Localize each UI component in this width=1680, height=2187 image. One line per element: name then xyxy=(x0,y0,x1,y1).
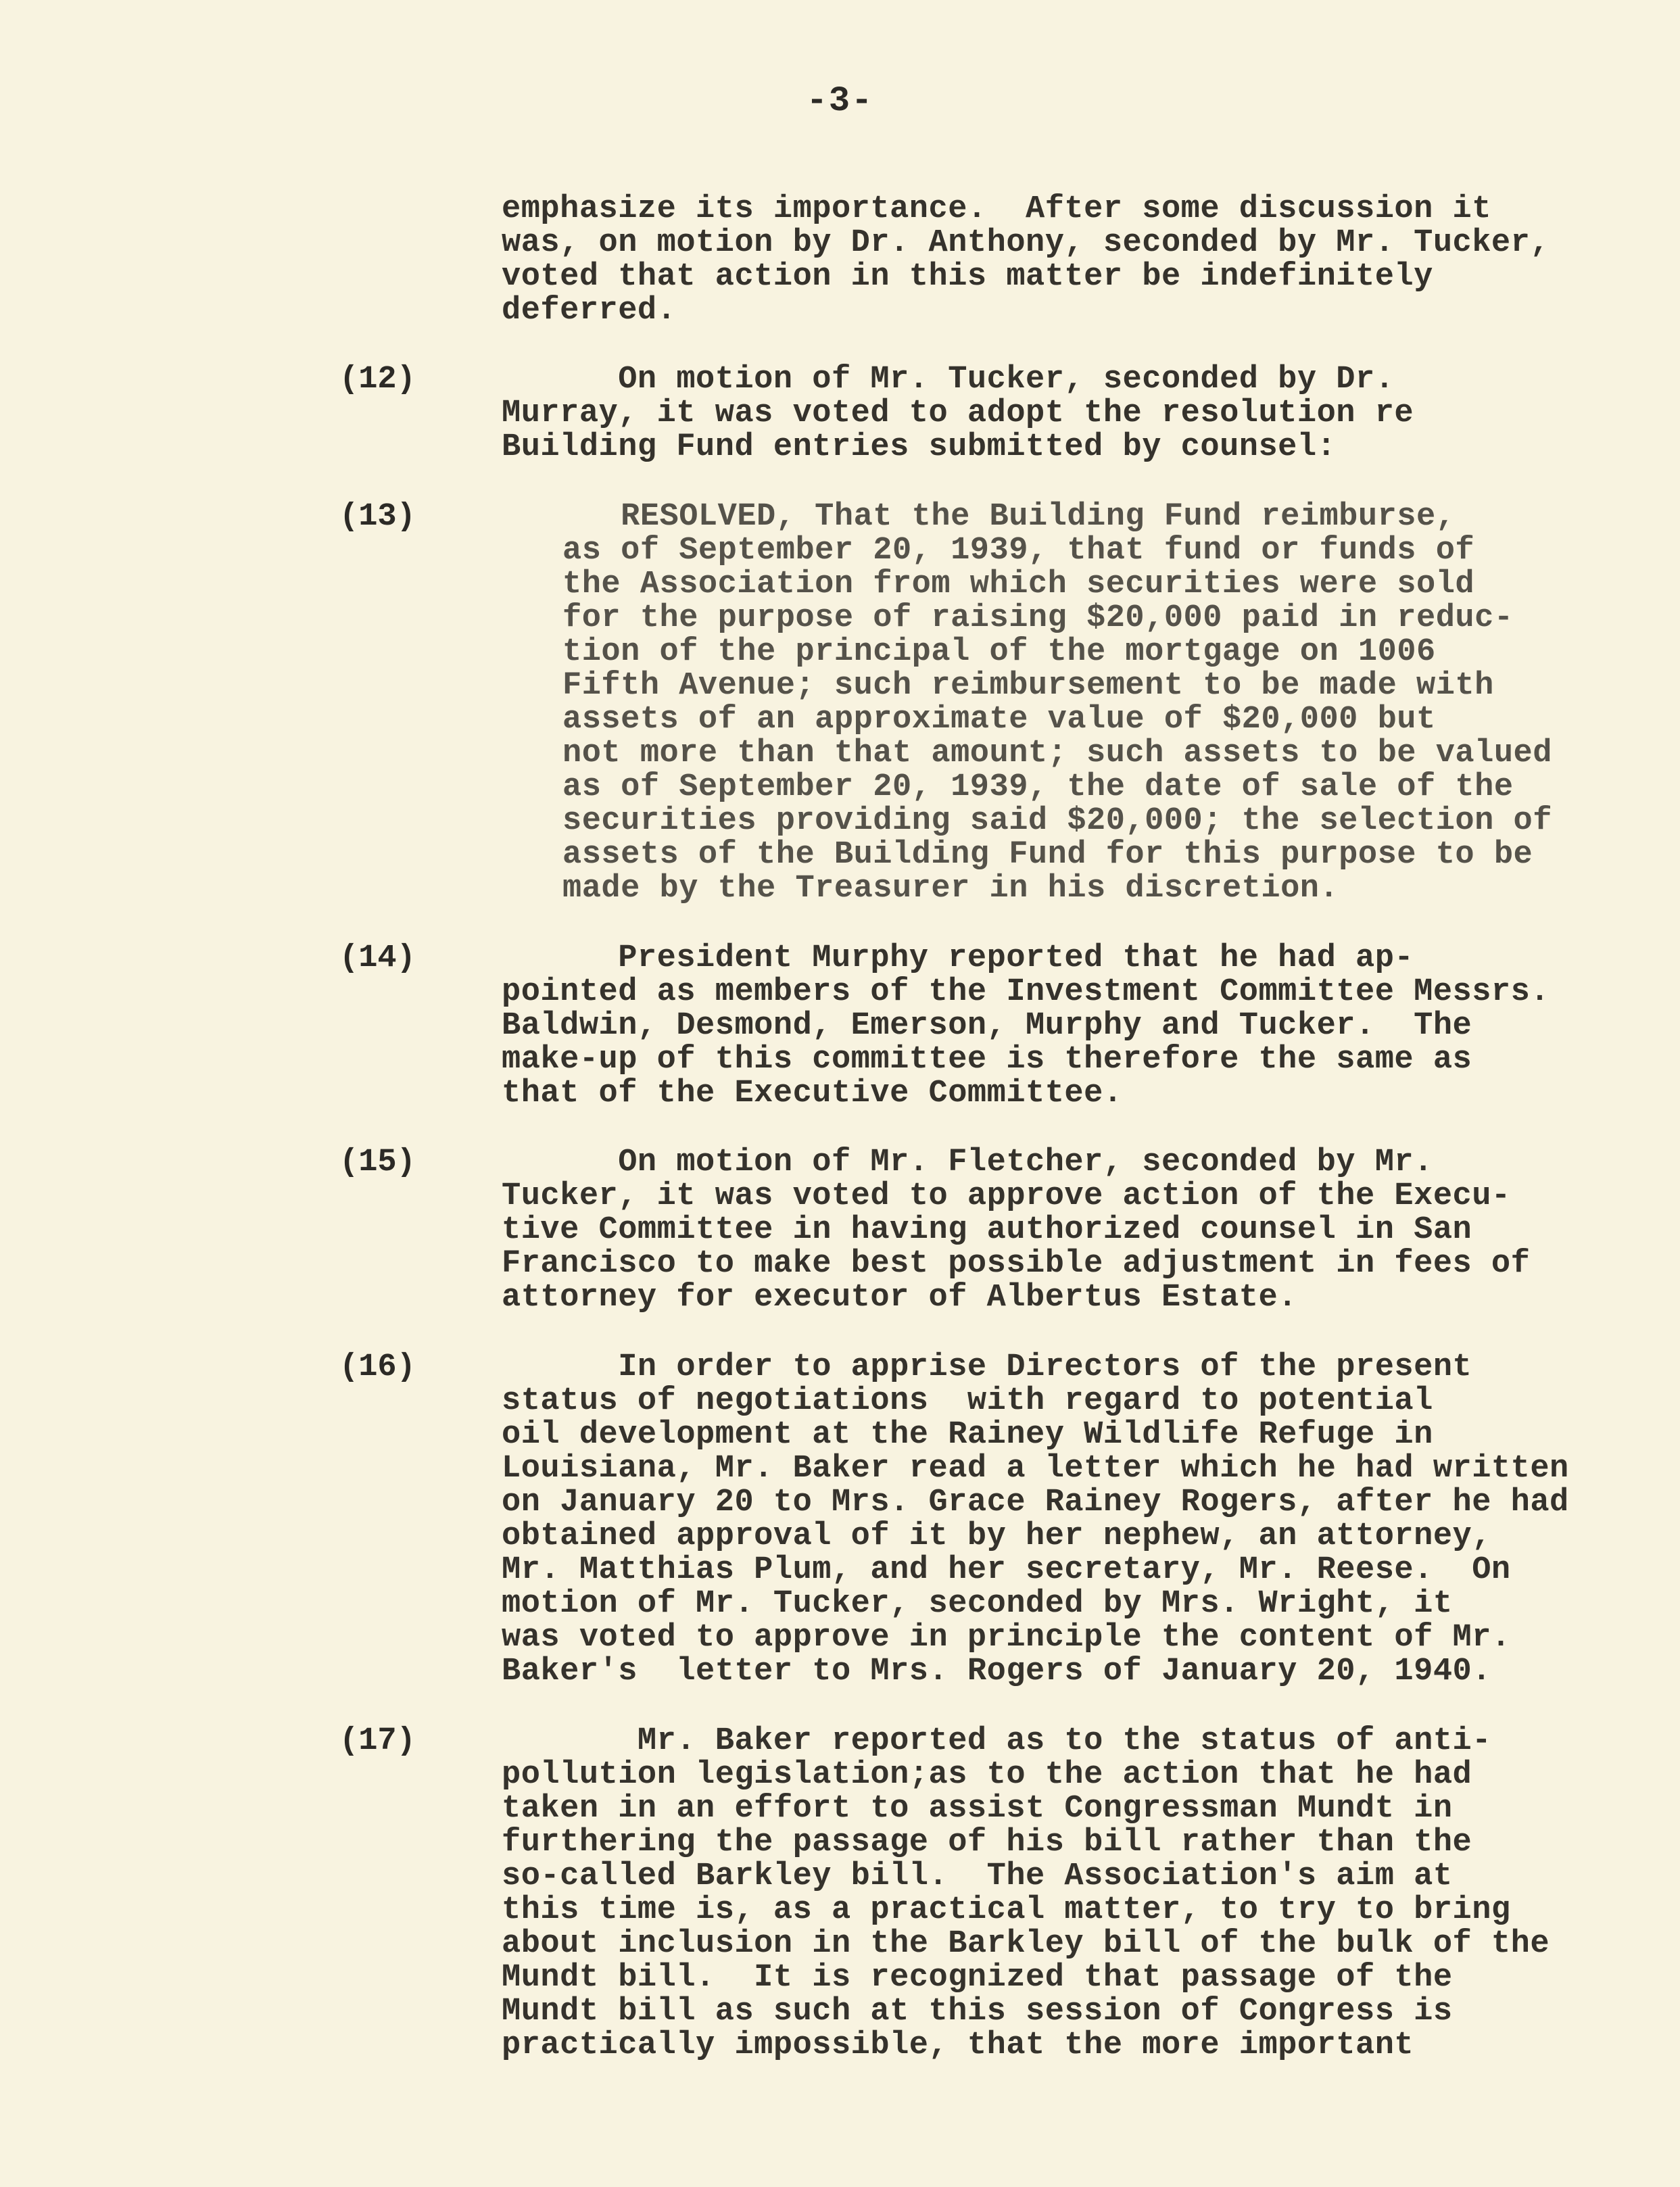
item-line: this time is, as a practical matter, to try to bring xyxy=(502,1892,1511,1928)
item-line: make-up of this committee is therefore the same as xyxy=(502,1042,1472,1078)
item-number: (15) xyxy=(339,1145,416,1180)
item-line: attorney for executor of Albertus Estate. xyxy=(502,1280,1297,1316)
item-line: made by the Treasurer in his discretion. xyxy=(562,871,1339,907)
item-number: (13) xyxy=(339,499,416,535)
item-line: assets of the Building Fund for this purpose to be xyxy=(562,837,1533,873)
item-line: obtained approval of it by her nephew, an attorney, xyxy=(502,1518,1491,1554)
item-line: Tucker, it was voted to approve action of the Execu- xyxy=(502,1178,1511,1214)
item-line: Fifth Avenue; such reimbursement to be made with xyxy=(562,668,1494,704)
item-line: pollution legislation;as to the action that he had xyxy=(502,1757,1472,1793)
item-line: tive Committee in having authorized counsel in San xyxy=(502,1212,1472,1248)
item-line: Murray, it was voted to adopt the resolution re xyxy=(502,395,1414,431)
item-line: Mundt bill as such at this session of Congress is xyxy=(502,1994,1453,2029)
item-line: Louisiana, Mr. Baker read a letter which he had written xyxy=(502,1451,1569,1487)
item-number: (14) xyxy=(339,940,416,976)
item-line: oil development at the Rainey Wildlife Refuge in xyxy=(502,1417,1433,1453)
item-line: was voted to approve in principle the content of Mr. xyxy=(502,1620,1511,1656)
item-number: (16) xyxy=(339,1349,416,1385)
item-line: tion of the principal of the mortgage on 1006 xyxy=(562,634,1436,670)
item-line: as of September 20, 1939, that fund or funds of xyxy=(562,533,1475,569)
item-line: as of September 20, 1939, the date of sale of the xyxy=(562,769,1514,805)
item-line: motion of Mr. Tucker, seconded by Mrs. Wright, it xyxy=(502,1586,1453,1622)
item-line: In order to apprise Directors of the present xyxy=(502,1349,1472,1385)
item-number: (12) xyxy=(339,362,416,398)
item-line: On motion of Mr. Tucker, seconded by Dr. xyxy=(502,362,1395,398)
intro-line: deferred. xyxy=(502,293,677,329)
item-line: on January 20 to Mrs. Grace Rainey Rogers, after he had xyxy=(502,1485,1569,1520)
item-line: about inclusion in the Barkley bill of the bulk of the xyxy=(502,1926,1550,1962)
item-line: pointed as members of the Investment Committee Messrs. xyxy=(502,974,1550,1010)
item-line: so-called Barkley bill. The Association's aim at xyxy=(502,1858,1453,1894)
item-line: for the purpose of raising $20,000 paid in reduc- xyxy=(562,600,1514,636)
item-line: not more than that amount; such assets to be valued xyxy=(562,736,1552,771)
intro-line: was, on motion by Dr. Anthony, seconded by Mr. Tucker, xyxy=(502,225,1550,261)
item-line: practically impossible, that the more important xyxy=(502,2027,1414,2063)
item-line: status of negotiations with regard to potential xyxy=(502,1383,1433,1419)
page-number: -3- xyxy=(806,81,874,121)
intro-line: voted that action in this matter be indefinitely xyxy=(502,259,1433,295)
item-line: RESOLVED, That the Building Fund reimburse, xyxy=(562,499,1456,535)
item-line: assets of an approximate value of $20,000 but xyxy=(562,702,1436,738)
item-line: that of the Executive Committee. xyxy=(502,1076,1123,1111)
item-line: Francisco to make best possible adjustment in fees of xyxy=(502,1246,1531,1282)
item-line: Mr. Baker reported as to the status of anti- xyxy=(502,1723,1491,1759)
item-number: (17) xyxy=(339,1723,416,1759)
item-line: Mr. Matthias Plum, and her secretary, Mr. Reese. On xyxy=(502,1552,1511,1588)
item-line: the Association from which securities were sold xyxy=(562,567,1475,602)
item-line: Building Fund entries submitted by counsel: xyxy=(502,429,1337,465)
intro-line: emphasize its importance. After some discussion it xyxy=(502,191,1491,227)
item-line: taken in an effort to assist Congressman Mundt in xyxy=(502,1791,1453,1827)
item-line: Baker's letter to Mrs. Rogers of January 20, 1940. xyxy=(502,1654,1491,1689)
item-line: On motion of Mr. Fletcher, seconded by Mr. xyxy=(502,1145,1433,1180)
item-line: Mundt bill. It is recognized that passage of the xyxy=(502,1960,1453,1996)
item-line: President Murphy reported that he had ap- xyxy=(502,940,1414,976)
item-line: Baldwin, Desmond, Emerson, Murphy and Tucker. The xyxy=(502,1008,1472,1044)
item-line: securities providing said $20,000; the selection of xyxy=(562,803,1552,839)
item-line: furthering the passage of his bill rather than the xyxy=(502,1825,1472,1860)
